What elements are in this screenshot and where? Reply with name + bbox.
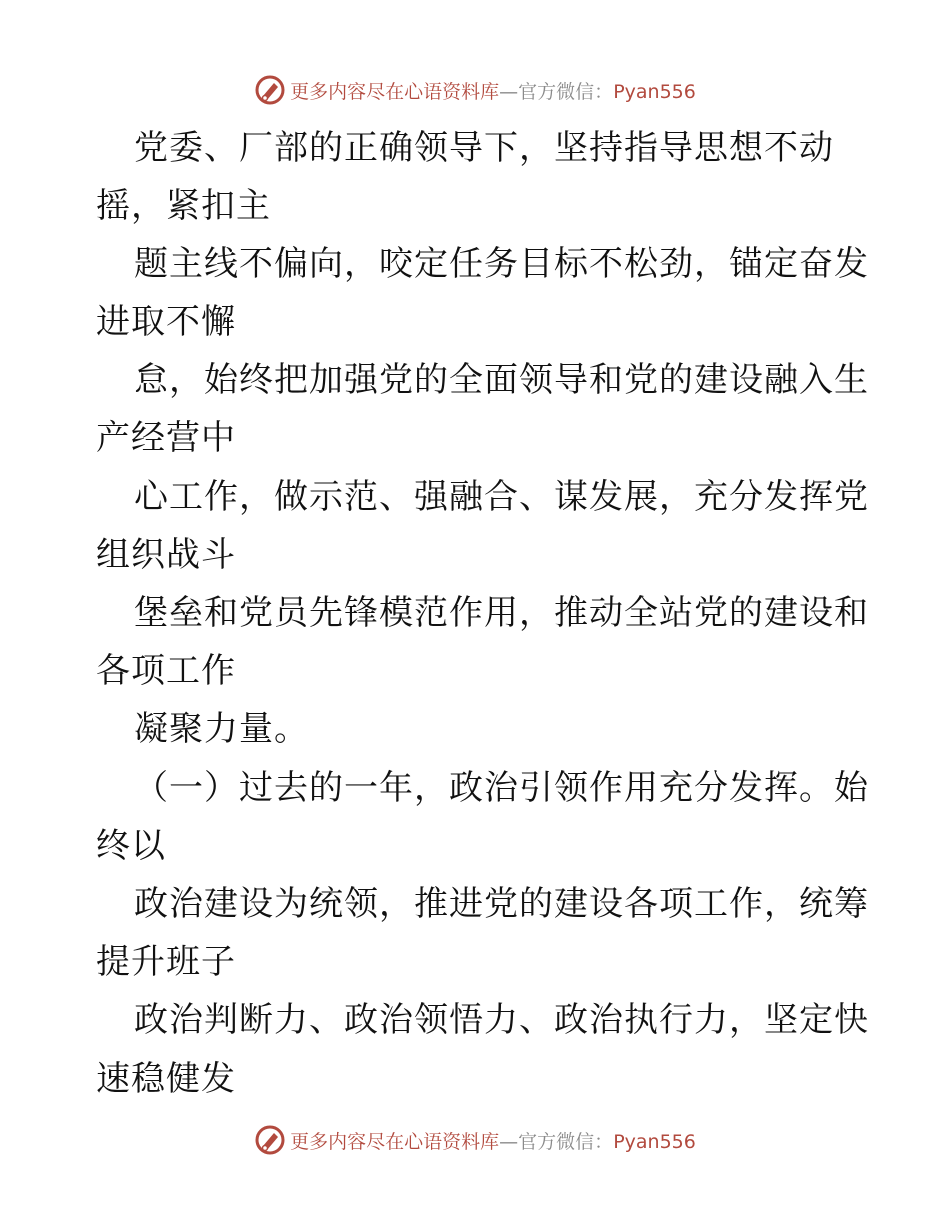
body-line: 终以 [96, 826, 166, 866]
body-line: 摇，紧扣主 [96, 186, 271, 226]
watermark-text [290, 1127, 696, 1154]
body-line: （一）过去的一年，政治引领作用充分发挥。始 [134, 768, 869, 808]
body-line: 怠，始终把加强党的全面领导和党的建设融入生 [134, 360, 869, 400]
pen-nib-seal-icon [254, 1124, 286, 1156]
watermark-header [0, 70, 950, 110]
body-line: 产经营中 [96, 418, 236, 458]
watermark-account: Pyan556 [613, 80, 696, 103]
watermark-text [290, 77, 696, 104]
body-line: 题主线不偏向，咬定任务目标不松劲，锚定奋发 [134, 244, 869, 284]
pen-nib-seal-icon [254, 74, 286, 106]
watermark-wechat-label: 官方微信： [518, 1130, 614, 1153]
body-line: 政治判断力、政治领悟力、政治执行力，坚定快 [134, 1000, 869, 1040]
watermark-separator: — [499, 80, 519, 103]
body-line: 凝聚力量。 [134, 709, 309, 749]
watermark-separator: — [499, 1130, 519, 1153]
body-line: 堡垒和党员先锋模范作用，推动全站党的建设和 [134, 593, 869, 633]
watermark-wechat-label: 官方微信： [518, 80, 614, 103]
watermark-footer [0, 1120, 950, 1160]
body-line: 政治建设为统领，推进党的建设各项工作，统筹 [134, 884, 869, 924]
watermark-brand: 更多内容尽在心语资料库 [290, 80, 500, 103]
body-line: 党委、厂部的正确领导下，坚持指导思想不动 [134, 128, 834, 168]
watermark-brand: 更多内容尽在心语资料库 [290, 1130, 500, 1153]
body-line: 组织战斗 [96, 535, 236, 575]
body-line: 提升班子 [96, 942, 236, 982]
body-line: 各项工作 [96, 651, 236, 691]
body-line: 进取不懈 [96, 302, 236, 342]
body-line: 心工作，做示范、强融合、谋发展，充分发挥党 [134, 477, 869, 517]
watermark-account: Pyan556 [613, 1130, 696, 1153]
body-line: 速稳健发 [96, 1059, 236, 1099]
